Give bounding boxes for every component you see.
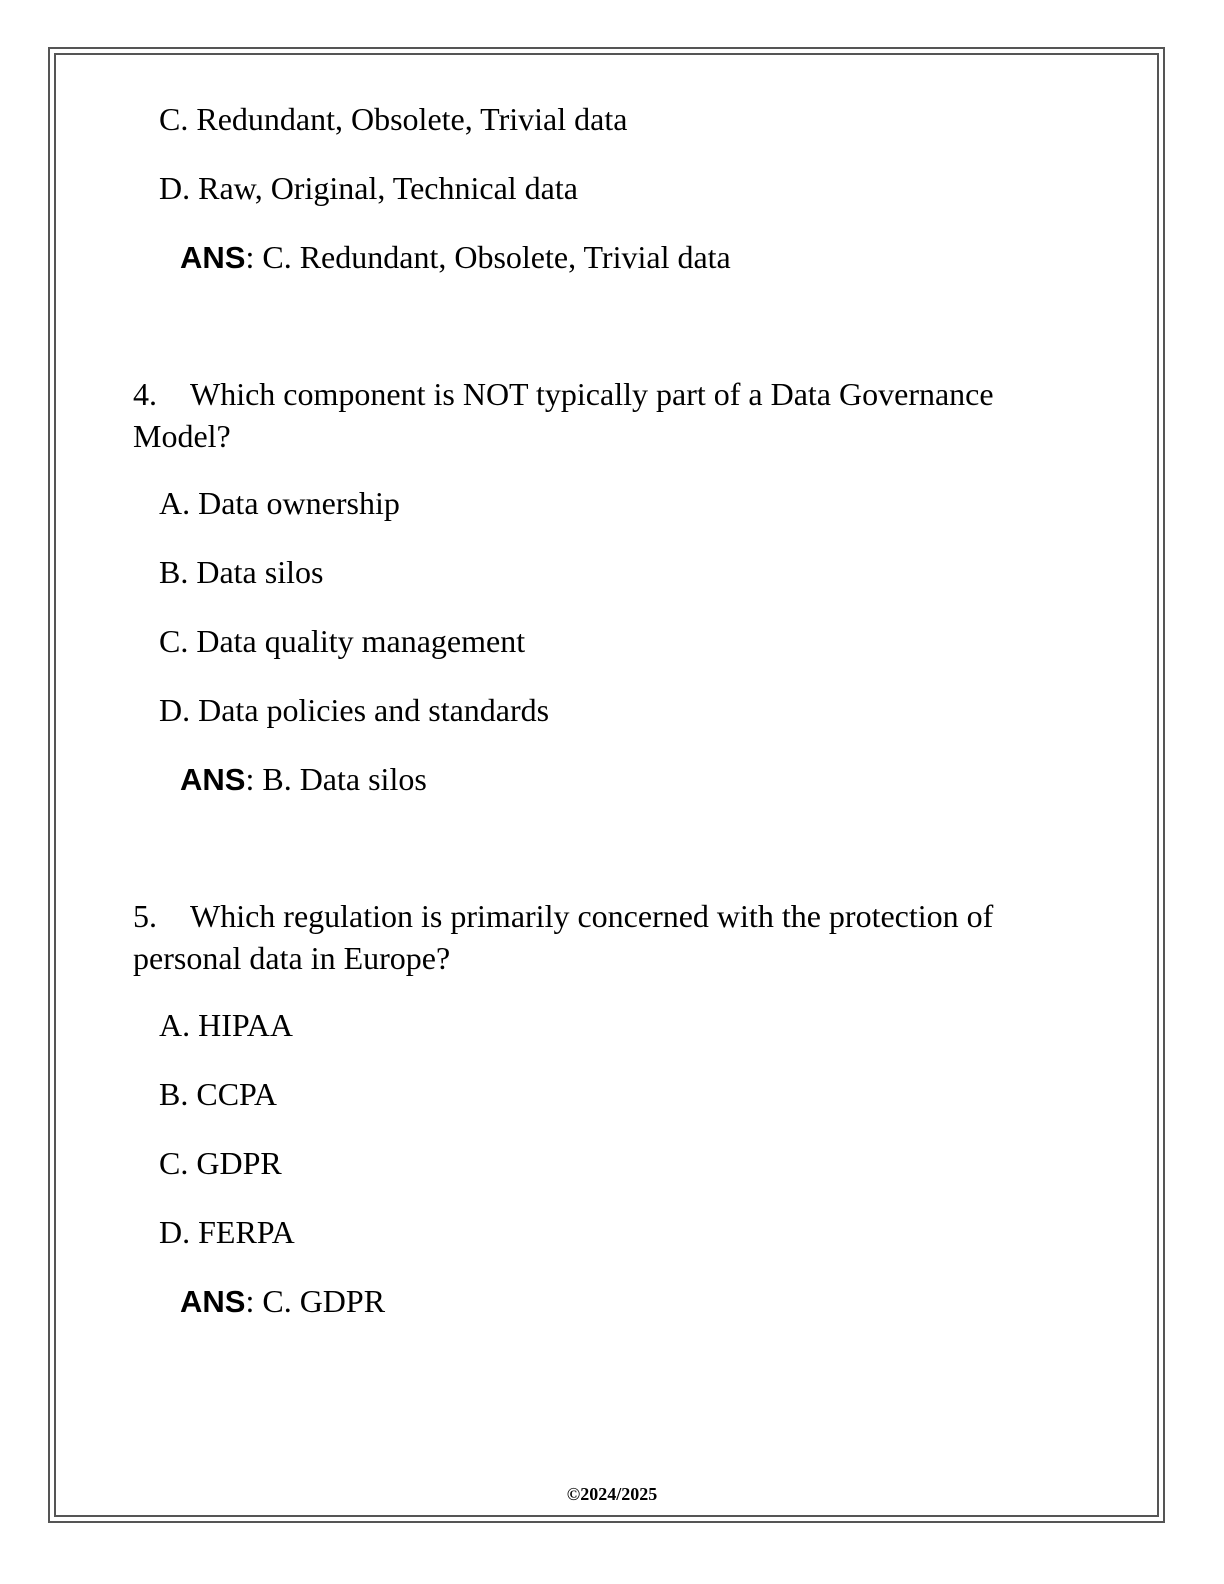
option-a: A. Data ownership xyxy=(159,485,400,521)
answer-label: ANS xyxy=(180,240,246,275)
answer-text: : C. Redundant, Obsolete, Trivial data xyxy=(245,239,731,275)
question-5 xyxy=(133,895,1073,979)
answer-line xyxy=(180,759,427,800)
option-d: D. FERPA xyxy=(159,1214,295,1250)
option-b: B. Data silos xyxy=(159,554,324,590)
option-d: D. Raw, Original, Technical data xyxy=(159,170,578,206)
answer-text: : B. Data silos xyxy=(245,761,427,797)
option-c: C. Data quality management xyxy=(159,623,526,659)
copyright-footer: ©2024/2025 xyxy=(566,1484,658,1504)
option-b: B. CCPA xyxy=(159,1076,277,1112)
option-d: D. Data policies and standards xyxy=(159,692,550,728)
question-text: Which regulation is primarily concerned with the protection of personal data in Europe? xyxy=(133,898,994,976)
option-c: C. Redundant, Obsolete, Trivial data xyxy=(159,101,628,137)
answer-text: : C. GDPR xyxy=(245,1283,386,1319)
answer-line xyxy=(180,237,731,278)
option-c: C. GDPR xyxy=(159,1145,282,1181)
question-number: 4. xyxy=(133,376,157,412)
question-number: 5. xyxy=(133,898,157,934)
answer-line xyxy=(180,1281,385,1322)
answer-label: ANS xyxy=(180,762,246,797)
answer-label: ANS xyxy=(180,1284,246,1319)
option-a: A. HIPAA xyxy=(159,1007,293,1043)
question-text: Which component is NOT typically part of a Data Governance Model? xyxy=(133,376,994,454)
question-4 xyxy=(133,373,1073,457)
